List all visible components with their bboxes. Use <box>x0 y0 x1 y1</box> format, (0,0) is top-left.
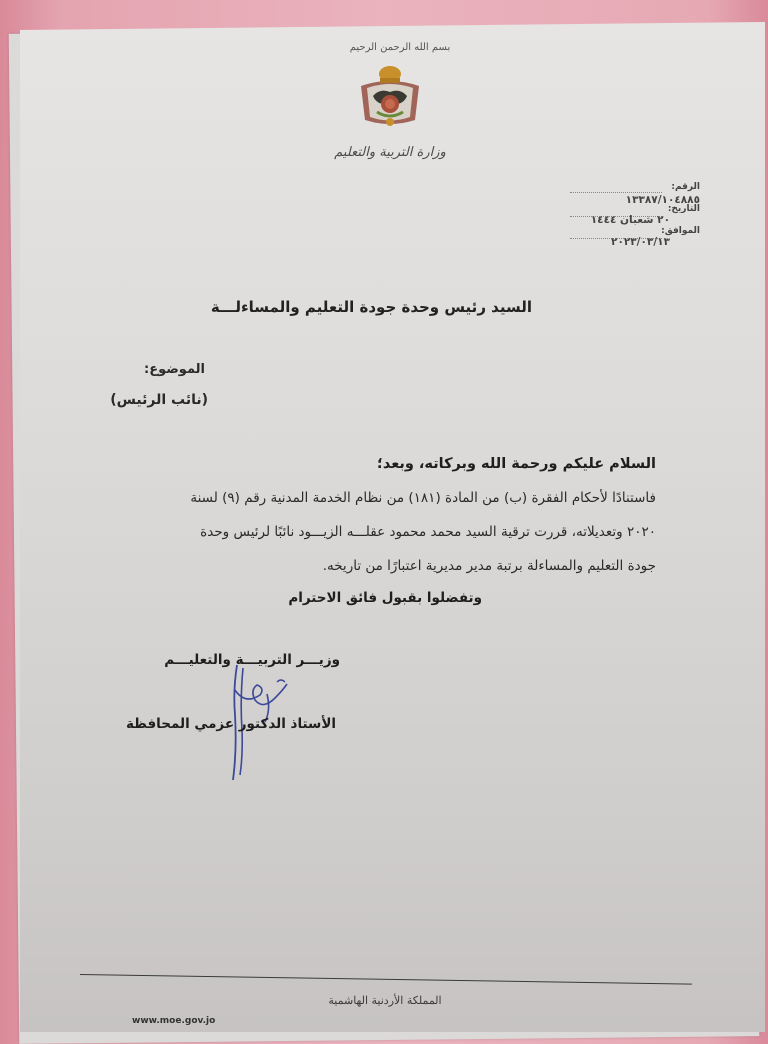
footer-kingdom-name: المملكة الأردنية الهاشمية <box>328 994 442 1007</box>
reference-number-row <box>570 182 700 204</box>
reference-corresponding-row <box>570 226 700 248</box>
closing-phrase: وتفضلوا بقبول فائق الاحترام <box>288 590 482 606</box>
signer-name: الأستاذ الدكتور عزمي المحافظة <box>125 716 336 732</box>
reference-number-label: الرقم: <box>671 182 700 192</box>
ministry-name: وزارة التربية والتعليم <box>334 145 446 160</box>
body-line: جودة التعليم والمساءلة برتبة مدير مديرية اعتبارًا من تاريخه. <box>322 558 656 574</box>
subject-value: (نائب الرئيس) <box>110 392 208 408</box>
footer-website-link[interactable]: www.moe.gov.jo <box>132 1016 216 1026</box>
reference-date-row <box>570 204 700 226</box>
reference-corresponding-label: الموافق: <box>661 226 700 236</box>
addressee: السيد رئيس وحدة جودة التعليم والمساءلـــة <box>210 298 532 316</box>
reference-corresponding-value: ٢٠٢٣/٠٣/١٣ <box>611 236 670 248</box>
bismillah-header: بسم الله الرحمن الرحيم <box>349 42 451 53</box>
reference-block <box>570 182 700 248</box>
body-line: ٢٠٢٠ وتعديلاته، قررت ترقية السيد محمد محمود عقلـــه الزيـــود نائبًا لرئيس وحدة <box>200 524 656 540</box>
reference-date-label: التاريخ: <box>667 204 700 214</box>
greeting: السلام عليكم ورحمة الله وبركاته، وبعد؛ <box>377 456 656 472</box>
subject-label: الموضوع: <box>144 362 205 377</box>
body-line: فاستنادًا لأحكام الفقرة (ب) من المادة (١٨١) من نظام الخدمة المدنية رقم (٩) لسنة <box>190 490 656 506</box>
reference-date-value: ٢٠ شعبان ١٤٤٤ <box>590 214 670 226</box>
dotted-line <box>570 192 662 193</box>
signer-title: وزيـــر التربيـــة والتعليـــم <box>164 652 340 668</box>
footer-divider <box>80 974 692 985</box>
jordan-coat-of-arms-icon <box>355 62 425 134</box>
reference-number-value: ١٣٣٨٧/١٠٤٨٨٥ <box>625 194 700 206</box>
